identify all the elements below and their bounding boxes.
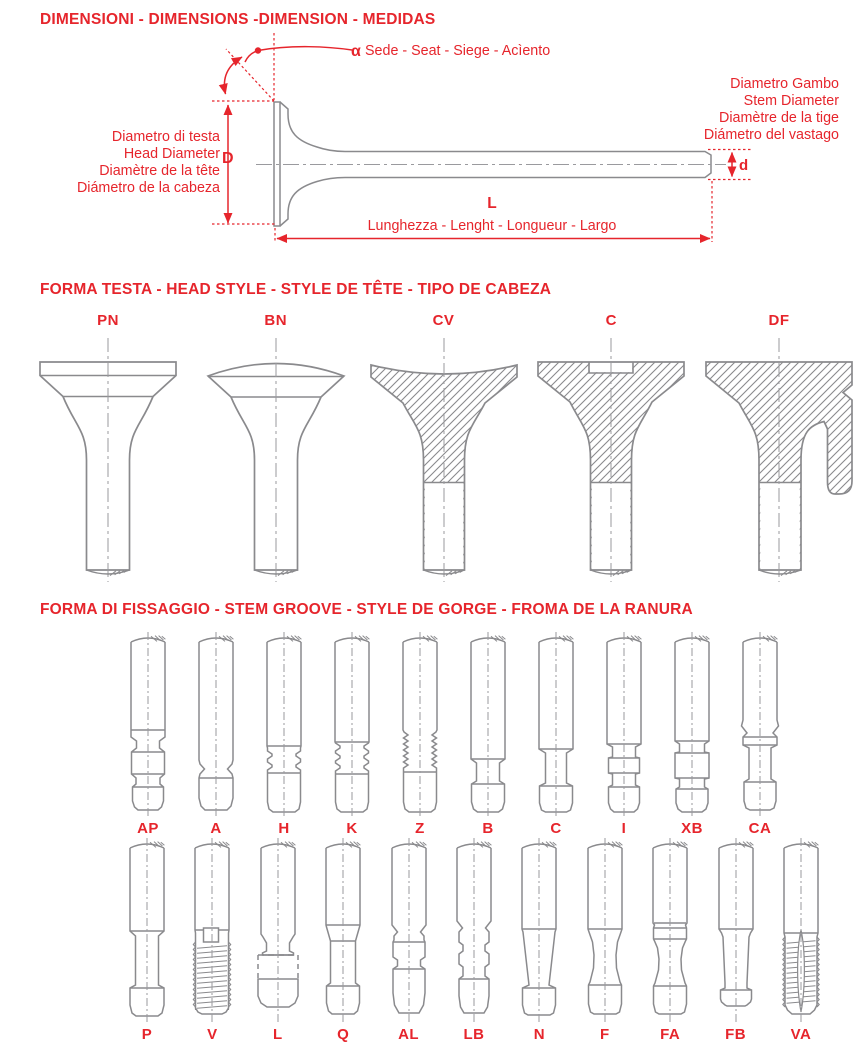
stem-groove-drawing-P [116, 838, 178, 1024]
stem-groove-label: I [621, 820, 627, 837]
stem-groove-figure-AP [117, 632, 179, 840]
stem-groove-figure-N [508, 838, 570, 1046]
stem-groove-label: LB [463, 1026, 485, 1043]
stem-groove-drawing-B [457, 632, 519, 818]
stem-groove-figure-B [457, 632, 519, 840]
seat-leader-line [258, 47, 352, 51]
head-style-label: DF [768, 312, 790, 329]
valve-head-drawing-CV [358, 332, 530, 586]
stem-groove-drawing-VA [770, 838, 832, 1024]
stem-groove-drawing-Z [389, 632, 451, 818]
valve-dimension-diagram [0, 0, 860, 272]
stem-groove-figure-F [574, 838, 636, 1046]
stem-groove-label: B [482, 820, 494, 837]
valve-head-drawing-BN [190, 332, 362, 586]
stem-groove-drawing-C [525, 632, 587, 818]
stem-groove-figure-Z [389, 632, 451, 840]
stem-groove-drawing-XB [661, 632, 723, 818]
stem-groove-drawing-A [185, 632, 247, 818]
head-style-label: C [605, 312, 617, 329]
stem-groove-drawing-CA [729, 632, 791, 818]
stem-groove-label: L [272, 1026, 283, 1043]
stem-groove-figure-K [321, 632, 383, 840]
head-style-figure-CV [358, 310, 530, 586]
stem-groove-drawing-V [181, 838, 243, 1024]
head-style-figure-C [525, 310, 697, 586]
seat-label: Sede - Seat - Siege - Acìento [365, 43, 551, 59]
length-label: Lunghezza - Lenght - Longueur - Largo [367, 218, 617, 234]
svg-text:Diamètre de la tige: Diamètre de la tige [719, 110, 839, 126]
stem-groove-label: V [207, 1026, 218, 1043]
svg-text:Diamètre de la tête: Diamètre de la tête [99, 163, 220, 179]
seat-angle-arc [224, 57, 242, 94]
head-style-label: CV [432, 312, 455, 329]
stem-groove-figure-LB [443, 838, 505, 1046]
stem-groove-figure-Q [312, 838, 374, 1046]
stem-groove-drawing-AP [117, 632, 179, 818]
stem-groove-figure-A [185, 632, 247, 840]
svg-text:Diámetro del vastago: Diámetro del vastago [703, 127, 839, 143]
stem-groove-drawing-AL [378, 838, 440, 1024]
stem-groove-label: N [533, 1026, 546, 1043]
stem-groove-label: Z [415, 820, 425, 837]
stem-groove-figure-L [247, 838, 309, 1046]
valve-head-drawing-PN [22, 332, 194, 586]
stem-groove-label: CA [748, 820, 772, 837]
stem-groove-drawing-FB [705, 838, 767, 1024]
stem-groove-figure-VA [770, 838, 832, 1046]
head-style-label: PN [97, 312, 119, 329]
head-diameter-symbol: D [222, 150, 234, 167]
stem-groove-label: F [599, 1026, 610, 1043]
svg-text:Diametro di testa: Diametro di testa [111, 129, 220, 145]
seat-dot [255, 47, 261, 53]
head-style-figure-PN [22, 310, 194, 586]
stem-groove-label: K [346, 820, 358, 837]
head-style-label: BN [264, 312, 288, 329]
stem-groove-figure-V [181, 838, 243, 1046]
stem-groove-label: VA [790, 1026, 812, 1043]
valve-head-drawing-C [525, 332, 697, 586]
svg-text:Stem Diameter: Stem Diameter [743, 93, 839, 109]
stem-groove-drawing-H [253, 632, 315, 818]
stem-groove-figure-FA [639, 838, 701, 1046]
stem-groove-label: XB [681, 820, 703, 837]
dimensions-title: DIMENSIONI - DIMENSIONS -DIMENSION - MEDIDAS [40, 11, 436, 28]
stem-groove-drawing-N [508, 838, 570, 1024]
head-style-figure-BN [190, 310, 362, 586]
stem-groove-figure-XB [661, 632, 723, 840]
dimension-construction [212, 33, 753, 242]
dimension-labels [77, 43, 839, 234]
svg-text:Diámetro de la cabeza: Diámetro de la cabeza [76, 180, 220, 196]
head-style-title: FORMA TESTA - HEAD STYLE - STYLE DE TÊTE - TIPO DE CABEZA [40, 281, 552, 298]
stem-groove-figure-P [116, 838, 178, 1046]
stem-groove-figure-C [525, 632, 587, 840]
alpha-symbol: α [351, 43, 361, 60]
stem-groove-drawing-K [321, 632, 383, 818]
svg-text:Diametro Gambo: Diametro Gambo [730, 76, 839, 92]
length-symbol: L [487, 195, 497, 212]
stem-groove-label: P [141, 1026, 153, 1043]
stem-groove-label: AL [398, 1026, 420, 1043]
stem-groove-figure-I [593, 632, 655, 840]
svg-text:Head Diameter: Head Diameter [123, 146, 220, 162]
stem-groove-drawing-FA [639, 838, 701, 1024]
stem-groove-label: H [278, 820, 290, 837]
stem-groove-drawing-L [247, 838, 309, 1024]
stem-groove-title: FORMA DI FISSAGGIO - STEM GROOVE - STYLE DE GORGE - FROMA DE LA RANURA [40, 601, 693, 618]
stem-groove-label: AP [137, 820, 159, 837]
stem-groove-figure-AL [378, 838, 440, 1046]
stem-groove-drawing-Q [312, 838, 374, 1024]
stem-groove-label: Q [337, 1026, 350, 1043]
stem-groove-label: C [550, 820, 562, 837]
head-style-figure-DF [693, 310, 860, 586]
stem-groove-figure-CA [729, 632, 791, 840]
stem-groove-figure-FB [705, 838, 767, 1046]
stem-groove-label: FA [660, 1026, 681, 1043]
stem-groove-label: A [210, 820, 222, 837]
stem-groove-drawing-I [593, 632, 655, 818]
stem-groove-figure-H [253, 632, 315, 840]
stem-groove-drawing-LB [443, 838, 505, 1024]
stem-diameter-symbol: d [739, 157, 749, 174]
valve-head-drawing-DF [693, 332, 860, 586]
stem-groove-label: FB [725, 1026, 747, 1043]
stem-groove-drawing-F [574, 838, 636, 1024]
